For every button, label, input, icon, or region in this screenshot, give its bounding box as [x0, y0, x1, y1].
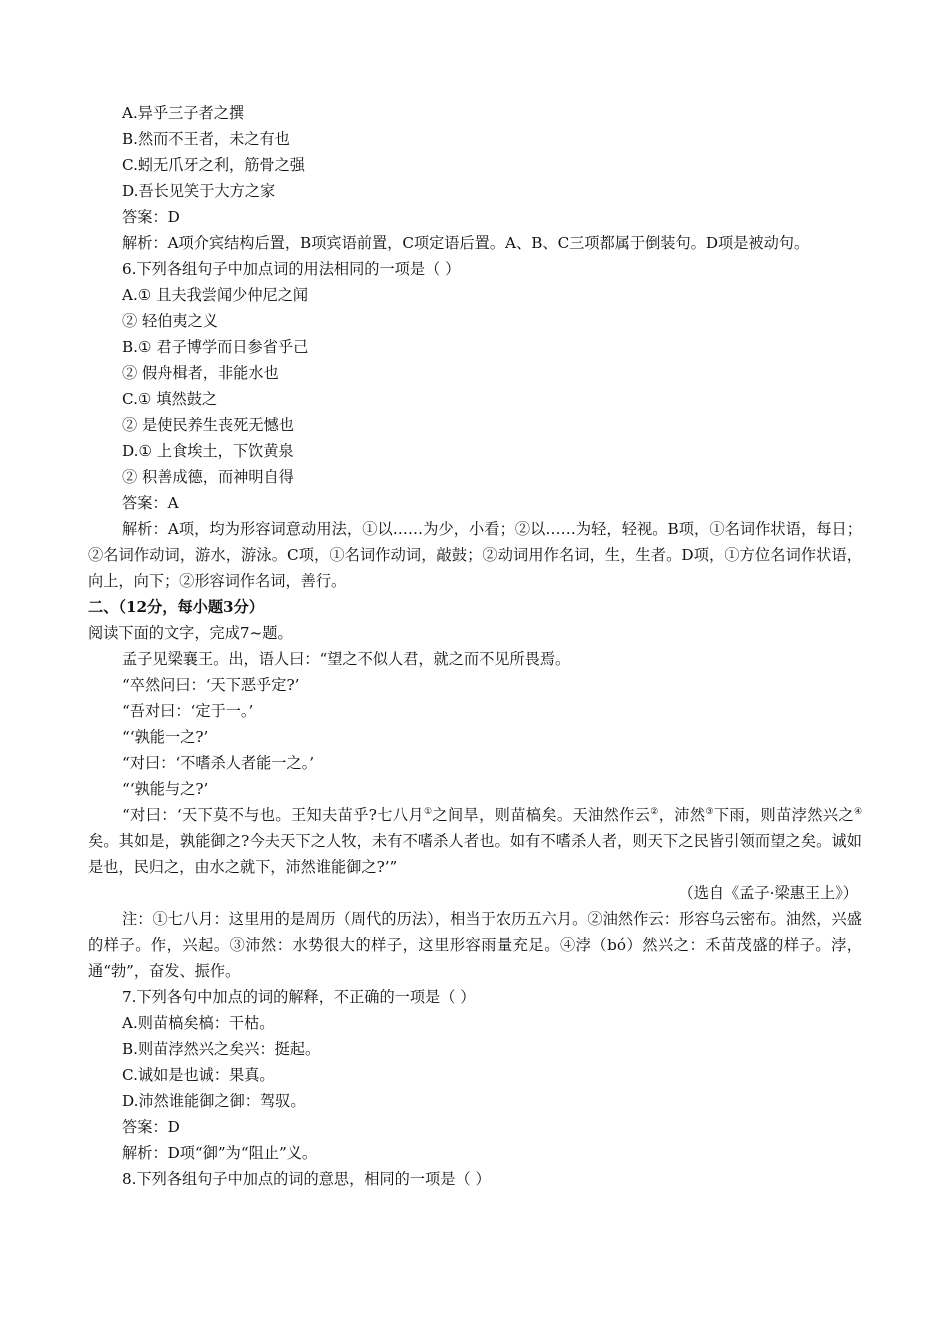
q5-option-d: D.吾长见笑于大方之家	[122, 182, 276, 200]
footnote-marker-3: ③	[705, 806, 714, 817]
passage-line-5: “对曰：‘不嗜杀人者能一之。’	[122, 754, 315, 772]
q6-option-b2: ② 假舟楫者，非能水也	[122, 364, 279, 382]
q6-option-a1: A.① 且夫我尝闻少仲尼之闻	[122, 286, 309, 304]
q6-answer: 答案：A	[122, 494, 179, 512]
q6-question: 6.下列各组句子中加点词的用法相同的一项是（ ）	[122, 260, 461, 278]
q6-option-c1: C.① 填然鼓之	[122, 390, 218, 408]
q6-analysis-block	[88, 516, 862, 594]
notes-text: 注：①七八月：这里用的是周历（周代的历法），相当于农历五六月。②油然作云：形容乌云密布。油然，兴盛的样子。作，兴起。③沛然：水势很大的样子，这里形容雨量充足。④浡（bó）然兴之：禾苗茂盛的样子。浡，通“勃”，奋发、振作。	[88, 910, 862, 980]
q5-option-a: A.异乎三子者之撰	[122, 104, 245, 122]
q8-question: 8.下列各组句子中加点的词的意思，相同的一项是（ ）	[122, 1170, 491, 1188]
q7-option-c: C.诚如是也诚：果真。	[122, 1066, 275, 1084]
q5-option-b: B.然而不王者，未之有也	[122, 130, 290, 148]
q6-option-a2: ② 轻伯夷之义	[122, 312, 218, 330]
passage-line-6: “‘孰能与之?’	[122, 780, 209, 798]
q5-answer: 答案：D	[122, 208, 180, 226]
q6-option-c2: ② 是使民养生丧死无憾也	[122, 416, 294, 434]
passage-line-3: “吾对曰：‘定于一。’	[122, 702, 254, 720]
q6-option-d1: D.① 上食埃土，下饮黄泉	[122, 442, 294, 460]
q7-analysis: 解析：D项“御”为“阻止”义。	[122, 1144, 318, 1162]
passage-last-a: “对曰：‘天下莫不与也。王知夫苗乎?七八月	[122, 806, 424, 824]
passage-last-paragraph	[88, 802, 862, 880]
q5-analysis-block	[88, 230, 862, 256]
footnote-marker-1: ①	[423, 806, 433, 817]
notes-block	[88, 906, 862, 984]
q6-analysis: 解析：A项，均为形容词意动用法，①以……为少，小看；②以……为轻，轻视。B项，①名词作状语，每日；②名词作动词，游水，游泳。C项，①名词作动词，敲鼓；②动词用作名词，生，生者。D项，①方位名词作状语，向上，向下；②形容词作名词，善行。	[88, 520, 862, 590]
q6-option-b1: B.① 君子博学而日参省乎己	[122, 338, 309, 356]
section-instruction: 阅读下面的文字，完成7~题。	[88, 624, 293, 642]
q7-answer: 答案：D	[122, 1118, 180, 1136]
passage-last-d: 下雨，则苗浡然兴之	[713, 806, 854, 824]
q7-option-d: D.沛然谁能御之御：驾驭。	[122, 1092, 306, 1110]
passage-line-2: “卒然问曰：‘天下恶乎定?’	[122, 676, 300, 694]
q7-option-b: B.则苗浡然兴之矣兴：挺起。	[122, 1040, 321, 1058]
passage-source: （选自《孟子·梁惠王上》）	[678, 884, 858, 902]
q7-option-a: A.则苗槁矣槁：干枯。	[122, 1014, 275, 1032]
passage-last-b: 之间旱，则苗槁矣。天油然作云	[432, 806, 651, 824]
section-heading: 二、（12分，每小题3分）	[88, 598, 264, 616]
passage-line-1: 孟子见梁襄王。出，语人曰：“望之不似人君，就之而不见所畏焉。	[122, 650, 571, 668]
passage-line-4: “‘孰能一之?’	[122, 728, 209, 746]
passage-last-e: 矣。其如是，孰能御之?今夫天下之人牧，未有不嗜杀人者也。如有不嗜杀人者，则天下之民皆引领而望之矣。诚如是也，民归之，由水之就下，沛然谁能御之?’”	[88, 832, 862, 876]
q7-question: 7.下列各句中加点的词的解释，不正确的一项是（ ）	[122, 988, 476, 1006]
footnote-marker-4: ④	[853, 806, 863, 817]
q6-option-d2: ② 积善成德，而神明自得	[122, 468, 294, 486]
passage-last-text	[88, 802, 862, 880]
footnote-marker-2: ②	[650, 806, 659, 817]
q5-analysis: 解析：A项介宾结构后置，B项宾语前置，C项定语后置。A、B、C三项都属于倒装句。D项是被动句。	[122, 234, 810, 252]
q5-option-c: C.蚓无爪牙之利，筋骨之强	[122, 156, 305, 174]
passage-last-c: ，沛然	[658, 806, 706, 824]
